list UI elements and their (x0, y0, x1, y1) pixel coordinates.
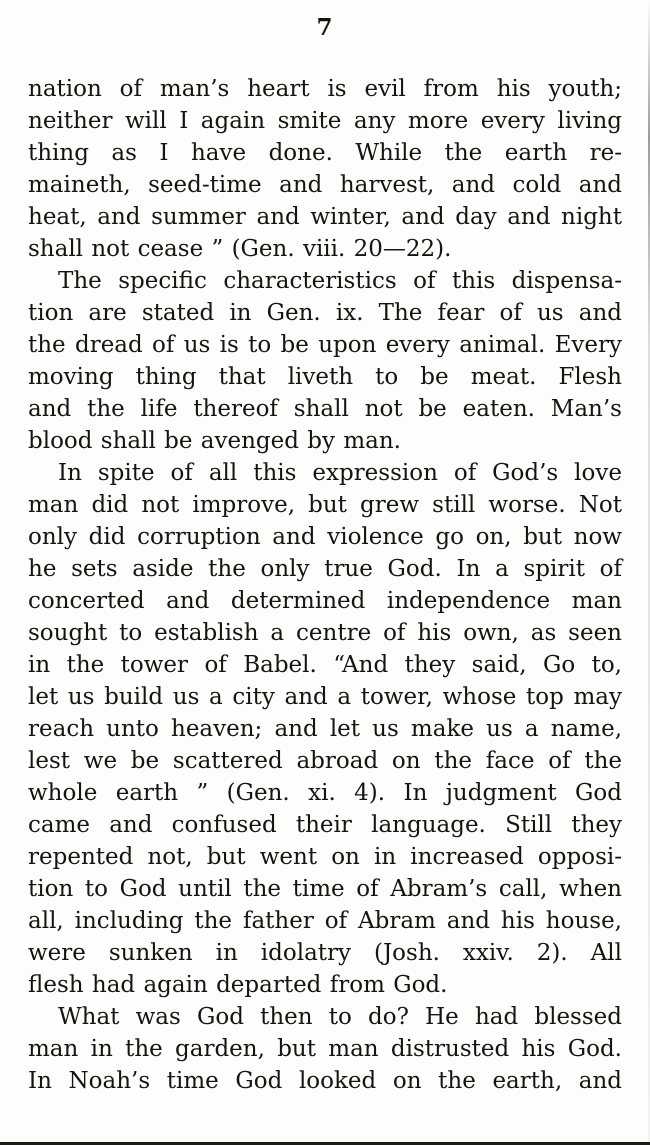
text-line: reach unto heaven; and let us make us a name, (28, 716, 622, 742)
text-line: came and confused their language. Still they (28, 812, 622, 838)
text-line: man did not improve, but grew still worse. Not (28, 492, 622, 518)
text-line: In spite of all this expression of God’s love (58, 460, 622, 486)
paragraph (28, 457, 622, 1001)
text-line: tion are stated in Gen. ix. The fear of us and (28, 300, 622, 326)
page-text (0, 41, 650, 1097)
text-line: and the life thereof shall not be eaten. Man’s (28, 396, 622, 422)
text-line: maineth, seed-time and harvest, and cold and (28, 172, 622, 198)
text-line: neither will I again smite any more every living (28, 108, 622, 134)
paragraph (28, 73, 622, 265)
text-line: flesh had again departed from God. (28, 972, 448, 998)
paragraph (28, 1001, 622, 1097)
text-line: sought to establish a centre of his own, as seen (28, 620, 622, 646)
text-line: moving thing that liveth to be meat. Flesh (28, 364, 622, 390)
text-line: the dread of us is to be upon every animal. Every (28, 332, 622, 358)
text-line: whole earth ” (Gen. xi. 4). In judgment God (28, 780, 622, 806)
text-line: he sets aside the only true God. In a spirit of (28, 556, 622, 582)
text-line: blood shall be avenged by man. (28, 428, 401, 454)
text-line: heat, and summer and winter, and day and night (28, 204, 622, 230)
text-line: thing as I have done. While the earth re- (28, 140, 622, 166)
text-line: In Noah’s time God looked on the earth, and (28, 1068, 622, 1094)
text-line: shall not cease ” (Gen. viii. 20—22). (28, 236, 452, 262)
text-line: lest we be scattered abroad on the face of the (28, 748, 622, 774)
text-line: The specific characteristics of this dispensa- (58, 268, 622, 294)
paragraph (28, 265, 622, 457)
text-line: all, including the father of Abram and his house, (28, 908, 622, 934)
text-line: nation of man’s heart is evil from his youth; (28, 76, 622, 102)
text-line: concerted and determined independence man (28, 588, 622, 614)
text-line: were sunken in idolatry (Josh. xxiv. 2). All (28, 940, 622, 966)
text-line: tion to God until the time of Abram’s call, when (28, 876, 622, 902)
page-number: 7 (316, 14, 334, 41)
text-line: only did corruption and violence go on, but now (28, 524, 622, 550)
text-line: let us build us a city and a tower, whose top may (28, 684, 622, 710)
text-line: repented not, but went on in increased opposi- (28, 844, 622, 870)
text-line: man in the garden, but man distrusted his God. (28, 1036, 622, 1062)
text-line: What was God then to do? He had blessed (58, 1004, 622, 1030)
text-line: in the tower of Babel. “And they said, Go to, (28, 652, 622, 678)
